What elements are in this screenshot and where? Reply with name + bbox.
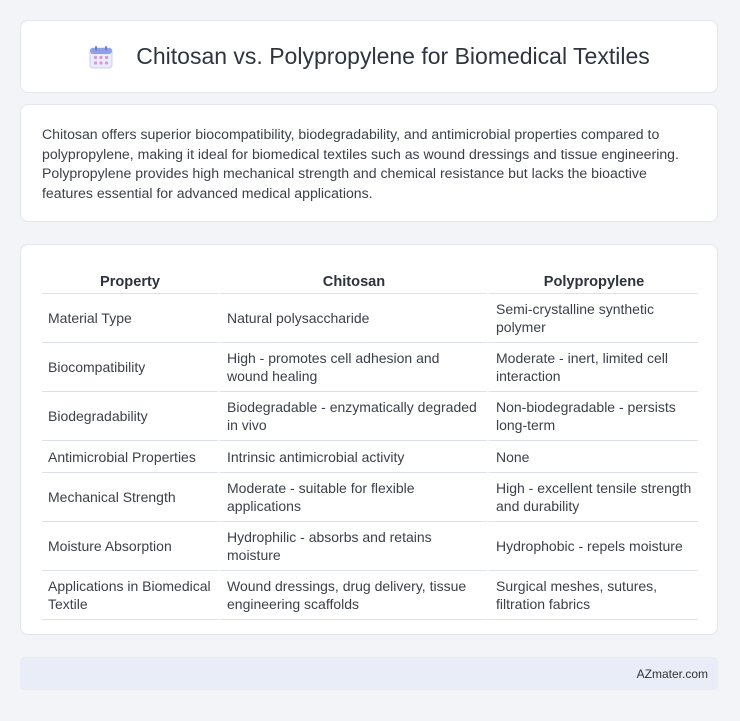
intro-card	[20, 104, 718, 222]
chitosan-cell: Moderate - suitable for flexible applications	[218, 473, 487, 522]
table-card	[20, 244, 718, 635]
chitosan-cell: High - promotes cell adhesion and wound healing	[218, 343, 487, 392]
table-row	[42, 343, 698, 392]
property-cell: Moisture Absorption	[42, 522, 218, 571]
property-cell: Antimicrobial Properties	[42, 441, 218, 473]
chitosan-cell: Hydrophilic - absorbs and retains moisture	[218, 522, 487, 571]
polypropylene-cell: Semi-crystalline synthetic polymer	[487, 294, 698, 343]
polypropylene-cell: None	[487, 441, 698, 473]
table-row	[42, 441, 698, 473]
property-cell: Material Type	[42, 294, 218, 343]
polypropylene-cell: Non-biodegradable - persists long-term	[487, 392, 698, 441]
property-cell: Mechanical Strength	[42, 473, 218, 522]
table-row	[42, 473, 698, 522]
chitosan-cell: Natural polysaccharide	[218, 294, 487, 343]
chitosan-cell: Intrinsic antimicrobial activity	[218, 441, 487, 473]
footer-bar	[20, 657, 718, 690]
page-title: Chitosan vs. Polypropylene for Biomedical Textiles	[136, 43, 650, 69]
table-row	[42, 571, 698, 620]
chitosan-cell: Biodegradable - enzymatically degraded in vivo	[218, 392, 487, 441]
comparison-table	[42, 264, 698, 620]
polypropylene-cell: Moderate - inert, limited cell interaction	[487, 343, 698, 392]
polypropylene-cell: High - excellent tensile strength and durability	[487, 473, 698, 522]
table-row	[42, 392, 698, 441]
title-card	[20, 20, 718, 93]
property-cell: Applications in Biomedical Textile	[42, 571, 218, 620]
footer-brand[interactable]: AZmater.com	[636, 666, 708, 681]
property-cell: Biocompatibility	[42, 343, 218, 392]
column-header-chitosan: Chitosan	[218, 264, 487, 294]
table-row	[42, 522, 698, 571]
table-header-row	[42, 264, 698, 294]
chitosan-cell: Wound dressings, drug delivery, tissue engineering scaffolds	[218, 571, 487, 620]
calendar-icon	[88, 44, 114, 70]
intro-text: Chitosan offers superior biocompatibility, biodegradability, and antimicrobial properties compared to polypropylene, making it ideal for biomedical textiles such as wound dressings and tissue engineering. Polypropylene provides high mechanical strength and chemical resistance but lacks the bioactive features essential for advanced medical applications.	[42, 126, 679, 201]
polypropylene-cell: Hydrophobic - repels moisture	[487, 522, 698, 571]
column-header-polypropylene: Polypropylene	[487, 264, 698, 294]
polypropylene-cell: Surgical meshes, sutures, filtration fabrics	[487, 571, 698, 620]
property-cell: Biodegradability	[42, 392, 218, 441]
column-header-property: Property	[42, 264, 218, 294]
table-row	[42, 294, 698, 343]
